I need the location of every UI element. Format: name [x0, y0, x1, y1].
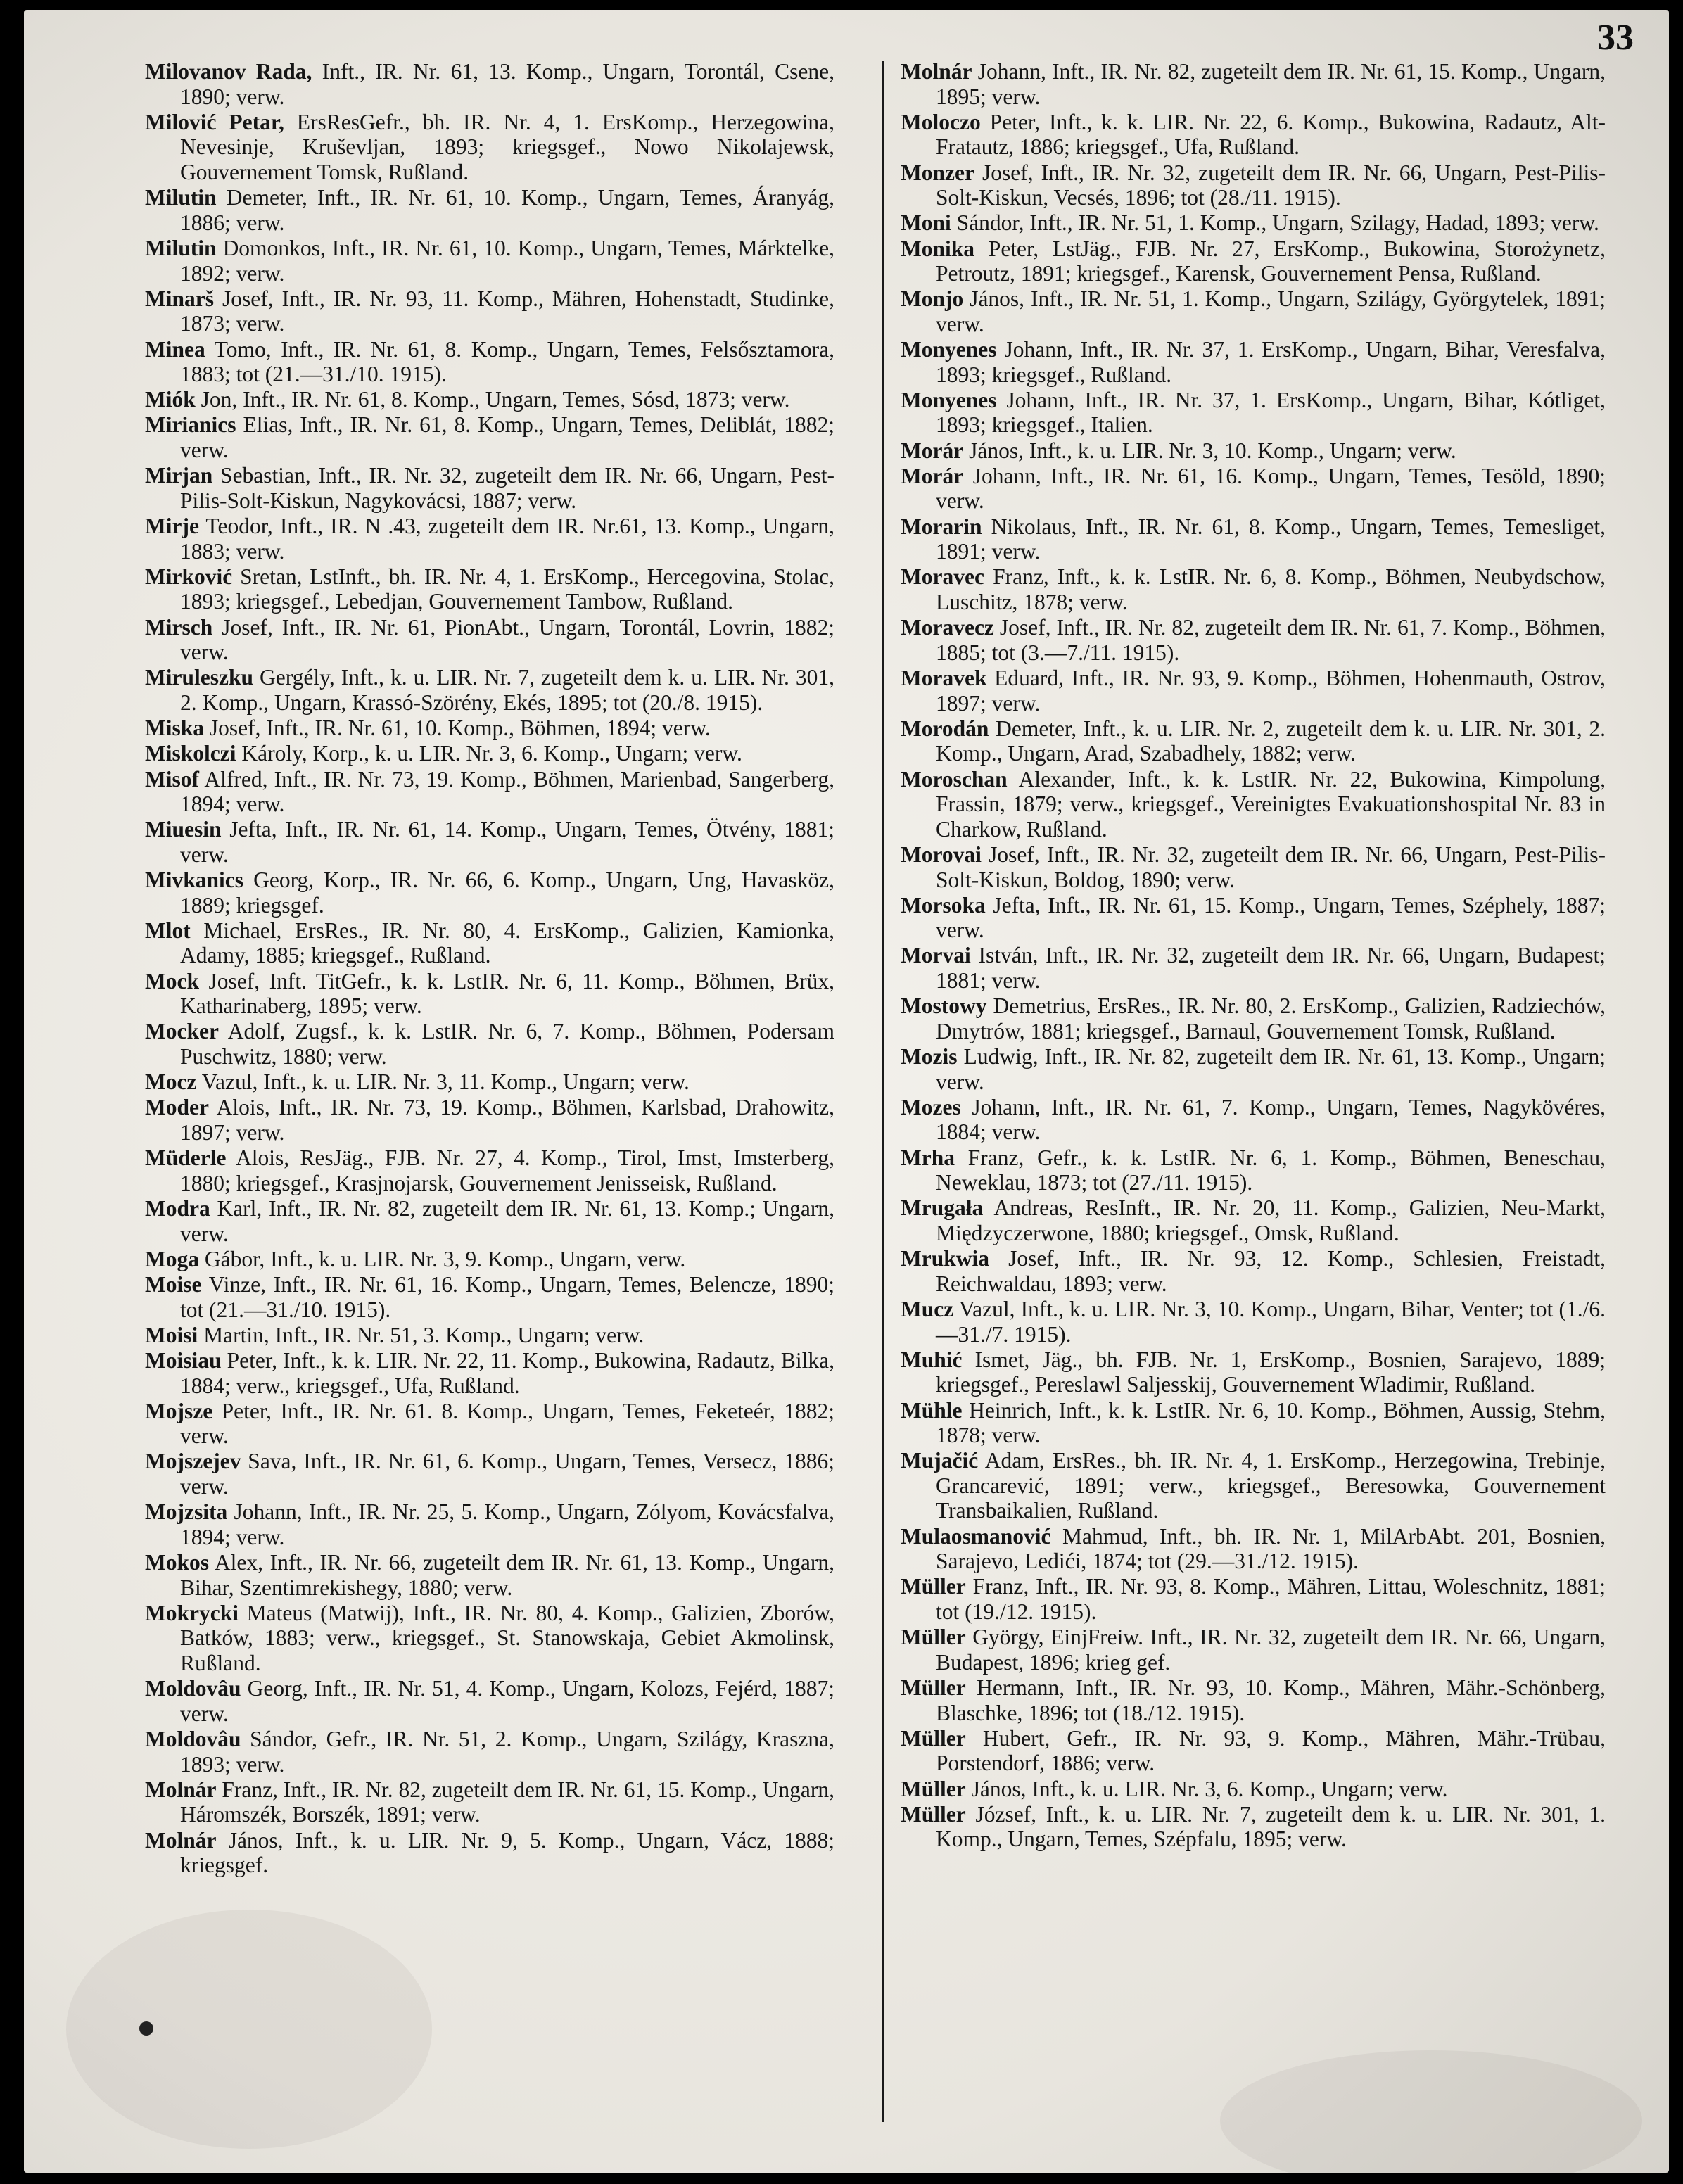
entry-surname: Mocker [145, 1019, 219, 1044]
list-entry [901, 842, 1606, 892]
entry-details: Josef, Inft., IR. Nr. 61, 10. Komp., Böhmen, 1894; verw. [209, 716, 711, 741]
entry-details: Franz, Gefr., k. k. LstIR. Nr. 6, 1. Komp., Böhmen, Beneschau, Neweklau, 1873; tot (27./11. 1915). [936, 1145, 1606, 1195]
entry-surname: Minarš [145, 286, 214, 311]
entry-surname: Mujačić [901, 1448, 979, 1473]
list-entry [901, 236, 1606, 286]
entry-surname: Monzer [901, 160, 974, 185]
entry-details: Adam, ErsRes., bh. IR. Nr. 4, 1. ErsKomp., Herzegowina, Trebinje, Grancarević, 1891; verw., kriegsgef., Beresowka, Gouvernement Transbaikalien, Rußland. [936, 1448, 1606, 1523]
entry-surname: Morodán [901, 716, 989, 741]
list-entry [901, 1095, 1606, 1145]
list-entry [145, 969, 834, 1019]
entry-surname: Monika [901, 236, 975, 261]
entry-surname: Morár [901, 438, 964, 463]
entry-details: Sándor, Inft., IR. Nr. 51, 1. Komp., Ungarn, Szilagy, Hadad, 1893; verw. [956, 210, 1599, 236]
list-entry [901, 1574, 1606, 1624]
entry-details: György, EinjFreiw. Inft., IR. Nr. 32, zugeteilt dem IR. Nr. 66, Ungarn, Budapest, 1896; krieg gef. [936, 1625, 1606, 1675]
list-entry [145, 564, 834, 614]
entry-details: Franz, Inft., IR. Nr. 82, zugeteilt dem IR. Nr. 61, 15. Komp., Ungarn, Háromszék, Borszék, 1891; verw. [180, 1777, 834, 1827]
entry-surname: Moroschan [901, 766, 1008, 792]
list-entry [145, 59, 834, 109]
entry-surname: Morvai [901, 943, 971, 968]
entry-surname: Molnár [145, 1777, 217, 1802]
entry-surname: Milutin [145, 235, 217, 260]
entry-surname: Moisi [145, 1322, 198, 1347]
list-entry [901, 943, 1606, 993]
list-entry [901, 716, 1606, 766]
entry-details: Ismet, Jäg., bh. FJB. Nr. 1, ErsKomp., Bosnien, Sarajevo, 1889; kriegsgef., Pereslawl Saljesskij, Gouvernement Wladimir, Rußland. [936, 1347, 1606, 1397]
list-entry [901, 1145, 1606, 1195]
page-number: 33 [1597, 18, 1634, 58]
list-entry [901, 1777, 1606, 1802]
entry-surname: Moisiau [145, 1347, 222, 1373]
entry-details: Hubert, Gefr., IR. Nr. 93, 9. Komp., Mähren, Mähr.-Trübau, Porstendorf, 1886; verw. [936, 1725, 1606, 1776]
entry-details: Nikolaus, Inft., IR. Nr. 61, 8. Komp., Ungarn, Temes, Temesliget, 1891; verw. [936, 514, 1606, 564]
list-entry [901, 160, 1606, 210]
entry-surname: Misof [145, 766, 199, 792]
entry-details: Johann, Inft., IR. Nr. 25, 5. Komp., Ungarn, Zólyom, Kovácsfalva, 1894; verw. [180, 1499, 835, 1549]
list-entry [145, 918, 834, 968]
entry-surname: Mivkanics [145, 868, 244, 893]
entry-surname: Moga [145, 1246, 199, 1271]
entry-surname: Müller [901, 1574, 966, 1599]
list-entry [145, 387, 834, 412]
entry-surname: Molnár [901, 59, 972, 84]
entry-surname: Mirsch [145, 614, 213, 640]
entry-surname: Milutin [145, 185, 217, 210]
list-entry [145, 1777, 834, 1827]
entry-details: ErsResGefr., bh. IR. Nr. 4, 1. ErsKomp., Herzegowina, Nevesinje, Kruševljan, 1893; kriegsgef., Nowo Nikolajewsk, Gouvernement Tomsk, Rußland. [180, 109, 834, 184]
list-entry [901, 438, 1606, 464]
list-entry [145, 1323, 834, 1348]
entry-surname: Mocz [145, 1069, 197, 1095]
entry-surname: Müderle [145, 1145, 227, 1171]
entry-details: Johann, Inft., IR. Nr. 61, 16. Komp., Ungarn, Temes, Tesöld, 1890; verw. [936, 463, 1606, 514]
entry-details: Alois, Inft., IR. Nr. 73, 19. Komp., Böhmen, Karlsbad, Drahowitz, 1897; verw. [180, 1095, 834, 1145]
entry-details: Josef, Inft., IR. Nr. 93, 11. Komp., Mähren, Hohenstadt, Studinke, 1873; verw. [180, 286, 834, 336]
entry-surname: Müller [901, 1801, 966, 1827]
entry-surname: Mock [145, 968, 199, 993]
list-entry [901, 337, 1606, 387]
entry-surname: Minea [145, 336, 205, 362]
entry-details: Heinrich, Inft., k. k. LstIR. Nr. 6, 10. Komp., Böhmen, Aussig, Stehm, 1878; verw. [936, 1397, 1606, 1448]
list-entry [145, 463, 834, 513]
entry-surname: Moder [145, 1095, 209, 1120]
entry-details: Franz, Inft., IR. Nr. 93, 8. Komp., Mähren, Littau, Woleschnitz, 1881; tot (19./12. 1915). [936, 1574, 1606, 1625]
entry-surname: Mozes [901, 1094, 961, 1119]
entry-surname: Morovai [901, 842, 982, 867]
entry-details: Ludwig, Inft., IR. Nr. 82, zugeteilt dem IR. Nr. 61, 13. Komp., Ungarn; verw. [936, 1044, 1606, 1094]
list-entry [901, 1524, 1606, 1574]
entry-surname: Moravek [901, 665, 987, 690]
entry-details: József, Inft., k. u. LIR. Nr. 7, zugeteilt dem k. u. LIR. Nr. 301, 1. Komp., Ungarn, Temes, Szépfalu, 1895; verw. [936, 1801, 1606, 1852]
entry-surname: Mrukwia [901, 1246, 989, 1271]
entry-surname: Morarin [901, 514, 982, 539]
entry-details: Károly, Korp., k. u. LIR. Nr. 3, 6. Komp., Ungarn; verw. [241, 741, 742, 766]
entry-surname: Miruleszku [145, 665, 253, 690]
list-entry [145, 1828, 834, 1878]
entry-surname: Mirje [145, 514, 199, 539]
entry-details: Sebastian, Inft., IR. Nr. 32, zugeteilt dem IR. Nr. 66, Ungarn, Pest-Pilis-Solt-Kiskun, Nagykovácsi, 1887; verw. [180, 463, 835, 513]
list-entry [145, 1196, 834, 1246]
list-entry [145, 1550, 834, 1600]
entry-details: Sándor, Gefr., IR. Nr. 51, 2. Komp., Ungarn, Szilágy, Kraszna, 1893; verw. [180, 1726, 834, 1777]
list-entry [145, 1272, 834, 1322]
list-entry [145, 817, 834, 867]
entry-details: Alfred, Inft., IR. Nr. 73, 19. Komp., Böhmen, Marienbad, Sangerberg, 1894; verw. [180, 766, 834, 817]
entry-details: Eduard, Inft., IR. Nr. 93, 9. Komp., Böhmen, Hohenmauth, Ostrov, 1897; verw. [936, 665, 1606, 716]
list-entry [901, 1195, 1606, 1245]
entry-surname: Mirjan [145, 463, 213, 488]
entry-surname: Mirković [145, 564, 233, 589]
entry-details: Michael, ErsRes., IR. Nr. 80, 4. ErsKomp., Galizien, Kamionka, Adamy, 1885; kriegsgef., Rußland. [180, 918, 834, 968]
entry-details: Hermann, Inft., IR. Nr. 93, 10. Komp., Mähren, Mähr.-Schönberg, Blaschke, 1896; tot (18./12. 1915). [936, 1675, 1606, 1725]
list-entry [145, 514, 834, 564]
paper-stain [1220, 2050, 1642, 2173]
document-page [24, 10, 1669, 2173]
entry-details: Sava, Inft., IR. Nr. 61, 6. Komp., Ungarn, Temes, Versecz, 1886; verw. [180, 1449, 834, 1499]
list-entry [901, 210, 1606, 236]
entry-details: Karl, Inft., IR. Nr. 82, zugeteilt dem IR. Nr. 61, 13. Komp.; Ungarn, verw. [180, 1195, 835, 1246]
entry-details: Teodor, Inft., IR. N .43, zugeteilt dem IR. Nr.61, 13. Komp., Ungarn, 1883; verw. [180, 514, 834, 564]
entry-surname: Milović Petar, [145, 109, 284, 134]
entry-details: Mahmud, Inft., bh. IR. Nr. 1, MilArbAbt. 201, Bosnien, Sarajevo, Ledići, 1874; tot (29.—31./12. 1915). [936, 1523, 1606, 1574]
entry-details: Alois, ResJäg., FJB. Nr. 27, 4. Komp., Tirol, Imst, Imsterberg, 1880; kriegsgef., Krasjnojarsk, Gouvernement Jenisseisk, Rußland. [180, 1145, 834, 1195]
entry-details: Sretan, LstInft., bh. IR. Nr. 4, 1. ErsKomp., Hercegovina, Stolac, 1893; kriegsgef., Lebedjan, Gouvernement Tambow, Rußland. [180, 564, 834, 614]
entry-surname: Muhić [901, 1347, 963, 1372]
entry-details: Georg, Korp., IR. Nr. 66, 6. Komp., Ungarn, Ung, Havasköz, 1889; kriegsgef. [180, 868, 835, 918]
entry-details: Josef, Inft., IR. Nr. 93, 12. Komp., Schlesien, Freistadt, Reichwaldau, 1893; verw. [936, 1246, 1606, 1296]
list-entry [901, 893, 1606, 943]
entry-details: Mateus (Matwij), Inft., IR. Nr. 80, 4. Komp., Galizien, Zborów, Batków, 1883; verw., kriegsgef., St. Stanowskaja, Gebiet Akmolinsk, Rußland. [180, 1600, 834, 1675]
entry-surname: Miska [145, 716, 205, 741]
entry-details: Vinze, Inft., IR. Nr. 61, 16. Komp., Ungarn, Temes, Belencze, 1890; tot (21.—31./10. 1915). [180, 1271, 835, 1322]
list-entry [145, 1095, 834, 1145]
entry-details: Josef, Inft., IR. Nr. 32, zugeteilt dem IR. Nr. 66, Ungarn, Pest-Pilis-Solt-Kiskun, Boldog, 1890; verw. [936, 842, 1606, 892]
entry-surname: Modra [145, 1195, 210, 1221]
entry-details: Inft., IR. Nr. 61, 13. Komp., Ungarn, Torontál, Csene, 1890; verw. [180, 59, 835, 109]
list-entry [145, 1247, 834, 1272]
entry-surname: Mirianics [145, 412, 236, 438]
entry-surname: Miskolczi [145, 741, 236, 766]
entry-surname: Moni [901, 210, 951, 236]
entry-surname: Mucz [901, 1296, 954, 1321]
list-entry [145, 716, 834, 741]
list-entry [901, 1726, 1606, 1776]
list-entry [145, 1499, 834, 1549]
list-entry [901, 59, 1606, 109]
list-entry [145, 868, 834, 918]
entry-details: Josef, Inft. TitGefr., k. k. LstIR. Nr. 6, 11. Komp., Böhmen, Brüx, Katharinaberg, 1895; verw. [180, 968, 834, 1019]
list-entry [901, 464, 1606, 514]
list-entry [901, 666, 1606, 716]
entry-surname: Mojszejev [145, 1449, 241, 1474]
list-entry [901, 564, 1606, 614]
list-entry [145, 1449, 834, 1499]
entry-surname: Mokos [145, 1550, 210, 1575]
entry-details: Peter, LstJäg., FJB. Nr. 27, ErsKomp., Bukowina, Storożynetz, Petroutz, 1891; kriegsgef., Karensk, Gouvernement Pensa, Rußland. [936, 236, 1606, 286]
entry-details: Franz, Inft., k. k. LstIR. Nr. 6, 8. Komp., Böhmen, Neubydschow, Luschitz, 1878; verw. [936, 564, 1606, 614]
entry-details: Jon, Inft., IR. Nr. 61, 8. Komp., Ungarn, Temes, Sósd, 1873; verw. [201, 387, 790, 412]
list-entry [145, 1145, 834, 1195]
entry-surname: Moise [145, 1271, 202, 1297]
entry-surname: Morsoka [901, 892, 986, 918]
entry-surname: Mrha [901, 1145, 955, 1170]
entry-details: Alex, Inft., IR. Nr. 66, zugeteilt dem IR. Nr. 61, 13. Komp., Ungarn, Bihar, Szentimrekishegy, 1880; verw. [180, 1550, 834, 1600]
entry-surname: Monjo [901, 286, 964, 312]
list-entry [901, 514, 1606, 564]
entry-details: Demeter, Inft., k. u. LIR. Nr. 2, zugeteilt dem k. u. LIR. Nr. 301, 2. Komp., Ungarn, Arad, Szabadhely, 1882; verw. [936, 716, 1606, 766]
entry-surname: Mokrycki [145, 1600, 239, 1625]
entry-details: Demeter, Inft., IR. Nr. 61, 10. Komp., Ungarn, Temes, Áranyág, 1886; verw. [180, 185, 834, 235]
list-entry [901, 993, 1606, 1043]
entry-details: Vazul, Inft., k. u. LIR. Nr. 3, 11. Komp., Ungarn; verw. [201, 1069, 690, 1095]
entry-surname: Müller [901, 1625, 966, 1650]
entry-details: Tomo, Inft., IR. Nr. 61, 8. Komp., Ungarn, Temes, Felsősztamora, 1883; tot (21.—31./10. 1915). [180, 336, 834, 387]
entry-details: Alexander, Inft., k. k. LstIR. Nr. 22, Bukowina, Kimpolung, Frassin, 1879; verw., kriegsgef., Vereinigtes Evakuationshospital Nr. 83 in Charkow, Rußland. [936, 766, 1606, 842]
list-entry [145, 741, 834, 766]
list-entry [901, 1675, 1606, 1725]
list-entry [901, 286, 1606, 336]
entry-surname: Mojzsita [145, 1499, 228, 1525]
list-entry [901, 1625, 1606, 1675]
entry-surname: Müller [901, 1725, 966, 1751]
entry-surname: Mulaosmanović [901, 1523, 1051, 1549]
entry-details: János, Inft., k. u. LIR. Nr. 3, 6. Komp., Ungarn; verw. [971, 1776, 1448, 1801]
entry-surname: Mühle [901, 1397, 963, 1423]
list-entry [901, 1297, 1606, 1347]
margin-dot-mark [139, 2021, 153, 2036]
entry-surname: Müller [901, 1675, 966, 1700]
entry-surname: Mojsze [145, 1398, 213, 1423]
list-entry [901, 110, 1606, 160]
entry-details: János, Inft., k. u. LIR. Nr. 9, 5. Komp., Ungarn, Vácz, 1888; kriegsgef. [180, 1827, 834, 1878]
entry-surname: Moravec [901, 564, 984, 590]
list-entry [901, 1044, 1606, 1094]
list-entry [901, 388, 1606, 438]
entry-details: Josef, Inft., IR. Nr. 82, zugeteilt dem IR. Nr. 61, 7. Komp., Böhmen, 1885; tot (3.—7./11. 1915). [936, 615, 1606, 665]
list-entry [145, 110, 834, 185]
list-entry [901, 1802, 1606, 1852]
entry-surname: Moloczo [901, 109, 981, 134]
list-entry [145, 236, 834, 286]
list-entry [145, 337, 834, 387]
left-column [145, 59, 834, 1878]
list-entry [145, 1727, 834, 1777]
entry-surname: Molnár [145, 1827, 217, 1853]
entry-details: Johann, Inft., IR. Nr. 37, 1. ErsKomp., Ungarn, Bihar, Kótliget, 1893; kriegsgef., Italien. [936, 387, 1606, 438]
right-column [901, 59, 1606, 1853]
list-entry [145, 1348, 834, 1398]
list-entry [901, 1398, 1606, 1448]
entry-details: Domonkos, Inft., IR. Nr. 61, 10. Komp., Ungarn, Temes, Márktelke, 1892; verw. [180, 235, 834, 286]
list-entry [145, 412, 834, 462]
entry-details: Gábor, Inft., k. u. LIR. Nr. 3, 9. Komp., Ungarn, verw. [204, 1246, 686, 1271]
entry-surname: Müller [901, 1776, 966, 1801]
entry-details: Josef, Inft., IR. Nr. 61, PionAbt., Ungarn, Torontál, Lovrin, 1882; verw. [180, 614, 834, 665]
list-entry [901, 615, 1606, 665]
entry-details: Adolf, Zugsf., k. k. LstIR. Nr. 6, 7. Komp., Böhmen, Podersam Puschwitz, 1880; verw. [180, 1019, 834, 1069]
entry-details: Johann, Inft., IR. Nr. 37, 1. ErsKomp., Ungarn, Bihar, Veresfalva, 1893; kriegsgef., Rußland. [936, 337, 1606, 387]
entry-surname: Moravecz [901, 615, 994, 640]
entry-details: Martin, Inft., IR. Nr. 51, 3. Komp., Ungarn; verw. [203, 1322, 644, 1347]
list-entry [145, 1399, 834, 1449]
entry-details: Elias, Inft., IR. Nr. 61, 8. Komp., Ungarn, Temes, Deliblát, 1882; verw. [180, 412, 834, 463]
list-entry [901, 1347, 1606, 1397]
entry-details: Georg, Inft., IR. Nr. 51, 4. Komp., Ungarn, Kolozs, Fejérd, 1887; verw. [180, 1676, 835, 1726]
column-divider [882, 61, 884, 2122]
list-entry [145, 767, 834, 817]
list-entry [901, 1246, 1606, 1296]
entry-surname: Miók [145, 387, 196, 412]
entry-details: Peter, Inft., IR. Nr. 61. 8. Komp., Ungarn, Temes, Feketeér, 1882; verw. [180, 1398, 834, 1449]
list-entry [145, 1601, 834, 1676]
entry-details: János, Inft., k. u. LIR. Nr. 3, 10. Komp., Ungarn; verw. [969, 438, 1456, 463]
entry-details: Johann, Inft., IR. Nr. 61, 7. Komp., Ungarn, Temes, Nagykövéres, 1884; verw. [936, 1094, 1606, 1145]
entry-details: Josef, Inft., IR. Nr. 32, zugeteilt dem IR. Nr. 66, Ungarn, Pest-Pilis-Solt-Kiskun, Vecsés, 1896; tot (28./11. 1915). [936, 160, 1606, 210]
list-entry [901, 767, 1606, 842]
list-entry [145, 665, 834, 715]
entry-details: János, Inft., IR. Nr. 51, 1. Komp., Ungarn, Szilágy, Györgytelek, 1891; verw. [936, 286, 1606, 336]
list-entry [145, 1069, 834, 1095]
entry-details: Vazul, Inft., k. u. LIR. Nr. 3, 10. Komp., Ungarn, Bihar, Venter; tot (1./6.—31./7. 1915). [936, 1296, 1606, 1347]
entry-details: Peter, Inft., k. k. LIR. Nr. 22, 11. Komp., Bukowina, Radautz, Bilka, 1884; verw., kriegsgef., Ufa, Rußland. [180, 1347, 834, 1398]
list-entry [145, 1676, 834, 1726]
entry-details: Andreas, ResInft., IR. Nr. 20, 11. Komp., Galizien, Neu-Markt, Międzyczerwone, 1880; kriegsgef., Omsk, Rußland. [936, 1195, 1606, 1245]
entry-details: Gergély, Inft., k. u. LIR. Nr. 7, zugeteilt dem k. u. LIR. Nr. 301, 2. Komp., Ungarn, Krassó-Szörény, Ekés, 1895; tot (20./8. 1915). [180, 665, 834, 715]
list-entry [145, 615, 834, 665]
entry-surname: Moldovâu [145, 1726, 241, 1751]
entry-surname: Morár [901, 463, 964, 488]
entry-surname: Moldovâu [145, 1676, 241, 1701]
entry-surname: Milovanov Rada, [145, 59, 312, 84]
list-entry [145, 1019, 834, 1069]
entry-surname: Miuesin [145, 817, 222, 842]
entry-surname: Mlot [145, 918, 191, 943]
list-entry [145, 185, 834, 235]
paper-stain [66, 1910, 432, 2149]
entry-details: Johann, Inft., IR. Nr. 82, zugeteilt dem IR. Nr. 61, 15. Komp., Ungarn, 1895; verw. [936, 59, 1606, 109]
entry-details: Jefta, Inft., IR. Nr. 61, 14. Komp., Ungarn, Temes, Ötvény, 1881; verw. [180, 817, 835, 867]
entry-details: Peter, Inft., k. k. LIR. Nr. 22, 6. Komp., Bukowina, Radautz, Alt-Fratautz, 1886; kriegsgef., Ufa, Rußland. [936, 109, 1606, 160]
entry-surname: Monyenes [901, 337, 997, 362]
entry-details: Demetrius, ErsRes., IR. Nr. 80, 2. ErsKomp., Galizien, Radziechów, Dmytrów, 1881; kriegsgef., Barnaul, Gouvernement Tomsk, Rußland. [936, 993, 1606, 1043]
entry-details: István, Inft., IR. Nr. 32, zugeteilt dem IR. Nr. 66, Ungarn, Budapest; 1881; verw. [936, 943, 1606, 993]
entry-surname: Monyenes [901, 387, 997, 412]
list-entry [145, 286, 834, 336]
entry-surname: Mozis [901, 1044, 958, 1069]
entry-surname: Mrugała [901, 1195, 984, 1221]
entry-details: Jefta, Inft., IR. Nr. 61, 15. Komp., Ungarn, Temes, Széphely, 1887; verw. [936, 892, 1606, 943]
entry-surname: Mostowy [901, 993, 987, 1019]
list-entry [901, 1448, 1606, 1523]
